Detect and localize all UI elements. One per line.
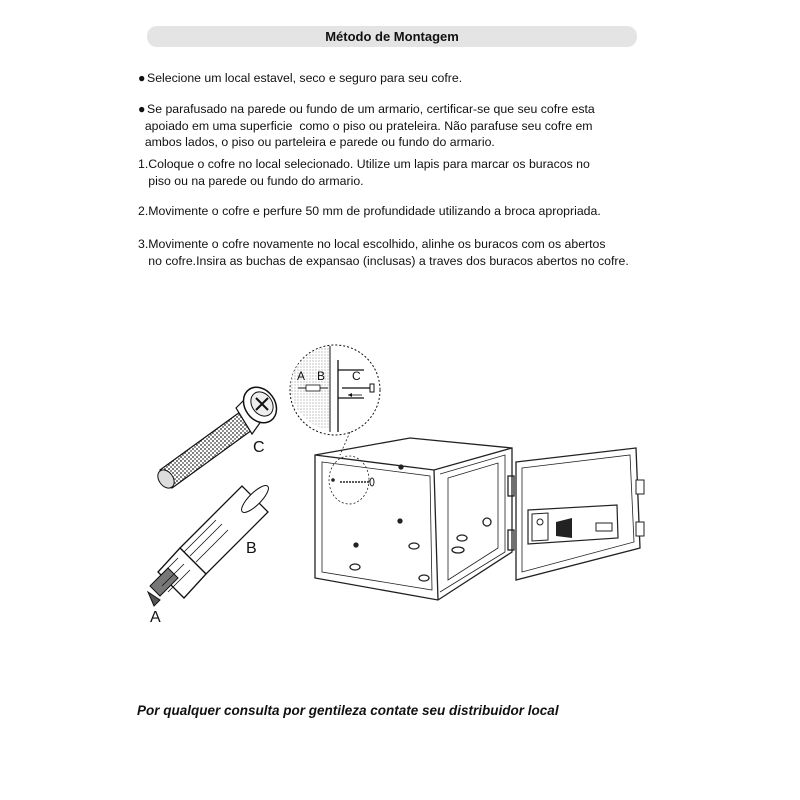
inset-label-b: B (317, 369, 326, 383)
step-text: piso ou na parede ou fundo do armario. (138, 173, 364, 188)
step-text: 3.Movimente o cofre novamente no local escolhido, alinhe os buracos com os abertos (138, 237, 606, 251)
footer-contact-note: Por qualquer consulta por gentileza contate seu distribuidor local (137, 703, 559, 718)
detail-inset (290, 345, 380, 435)
step-text: 2.Movimente o cofre e perfure 50 mm de profundidade utilizando a broca apropriada. (138, 204, 601, 218)
safe-door-icon (516, 448, 644, 580)
label-c: C (253, 439, 265, 456)
bullet-text: apoiado em uma superficie como o piso ou prateleira. Não parafuse seu cofre em (138, 118, 593, 133)
bullet-text: Selecione um local estavel, seco e seguro para seu cofre. (147, 71, 463, 85)
step-text: 1.Coloque o cofre no local selecionado. Utilize um lapis para marcar os buracos no (138, 157, 590, 171)
bullet-icon: ● (138, 102, 146, 116)
inset-label-c: C (352, 369, 361, 383)
label-a: A (150, 609, 161, 626)
inset-label-a: A (297, 369, 306, 383)
bullet-text: Se parafusado na parede ou fundo de um armario, certificar-se que seu cofre esta (147, 102, 595, 116)
bolt-icon (154, 381, 283, 491)
step-text: no cofre.Insira as buchas de expansao (inclusas) a traves dos buracos abertos no cofre. (138, 253, 629, 268)
bullet-text: ambos lados, o piso ou parteleira e parede ou fundo do armario. (138, 135, 495, 149)
bullet-icon: ● (138, 71, 146, 85)
label-b: B (246, 540, 257, 557)
safe-icon (315, 438, 514, 600)
section-title: Método de Montagem (147, 26, 637, 47)
